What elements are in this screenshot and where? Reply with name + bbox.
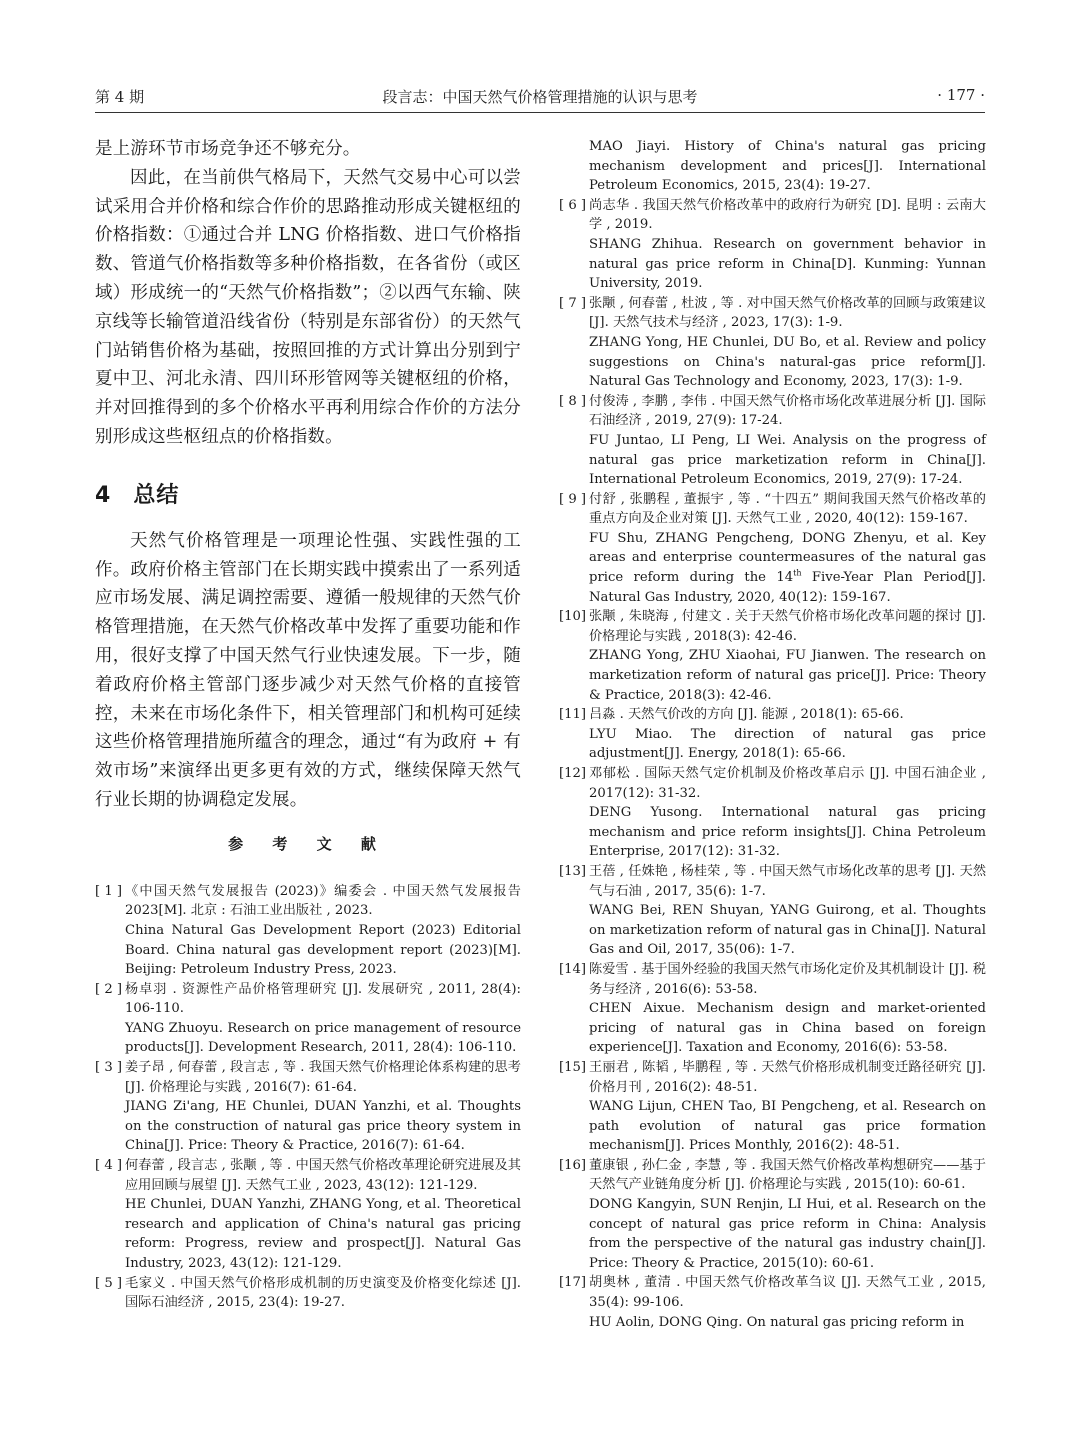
- reference-entry: [559, 1156, 986, 1274]
- reference-en-part: Five-Year Plan Period[J]. Natural Gas Industry, 2020, 40(12): 159-167.: [589, 570, 987, 605]
- reference-cn: 姜子昂 , 何春蕾 , 段言志 , 等 . 我国天然气价格理论体系构建的思考 [J]. 价格理论与实践 , 2016(7): 61-64.: [125, 1060, 521, 1095]
- reference-en: FU Juntao, LI Peng, LI Wei. Analysis on the progress of natural gas price marketization reform in China[J]. International Petroleum Economics, 2019, 27(9): 17-24.: [589, 432, 986, 488]
- section-title: 总结: [133, 482, 180, 508]
- reference-cn: 胡奥林 , 董清 . 中国天然气价格改革刍议 [J]. 天然气工业 , 2015, 35(4): 99-106.: [589, 1275, 986, 1311]
- reference-cn: 付俊涛 , 李鹏 , 李伟 . 中国天然气价格市场化改革进展分析 [J]. 国际石油经济 , 2019, 27(9): 17-24.: [589, 393, 986, 429]
- body-paragraph: 天然气价格管理是一项理论性强、实践性强的工作。政府价格主管部门在长期实践中摸索出了一系列适应市场发展、满足调控需要、遵循一般规律的天然气价格管理措施，在天然气价格改革中发挥了重要功能和作用，很好支撑了中国天然气行业快速发展。下一步，随着政府价格主管部门逐步减少对天然气价格的直接管控，未来在市场化条件下，相关管理部门和机构可延续这些价格管理措施所蕴含的理念，通过“有为政府 + 有效市场”来演绎出更多更有效的方式，继续保障天然气行业长期的协调稳定发展。: [95, 530, 521, 810]
- reference-en: HE Chunlei, DUAN Yanzhi, ZHANG Yong, et al. Theoretical research and application of China's natural gas pricing reform: Progress, review and prospect[J]. Natural Gas Industry, 2023, 43(12): 121-129.: [125, 1197, 521, 1272]
- reference-entry-continued: [559, 137, 986, 196]
- reference-number: [ 4 ]: [95, 1158, 123, 1174]
- reference-en: WANG Bei, REN Shuyan, YANG Guirong, et al. Thoughts on marketization reform of natural gas in China[J]. Natural Gas and Oil, 2017, 35(06): 1-7.: [589, 903, 986, 958]
- references-heading: 参 考 文 献: [228, 834, 388, 853]
- reference-number: [12]: [559, 766, 587, 781]
- reference-en: WANG Lijun, CHEN Tao, BI Pengcheng, et al. Research on path evolution of natural gas price formation mechanism[J]. Prices Monthly, 2016(2): 48-51.: [589, 1099, 986, 1154]
- reference-en: MAO Jiayi. History of China's natural gas pricing mechanism development and prices[J]. International Petroleum Economics, 2015, 23(4): 19-27.: [589, 139, 986, 194]
- reference-entry: [559, 862, 986, 960]
- reference-entry: [559, 196, 986, 294]
- reference-cn: 王丽君 , 陈韬 , 毕鹏程 , 等 . 天然气价格形成机制变迁路径研究 [J]. 价格月刊 , 2016(2): 48-51.: [589, 1059, 986, 1095]
- reference-entry: [559, 1273, 986, 1332]
- reference-en: [589, 529, 986, 607]
- reference-cn: 张颙 , 朱晓海 , 付建文 . 关于天然气价格市场化改革问题的探讨 [J]. 价格理论与实践 , 2018(3): 42-46.: [589, 609, 986, 644]
- reference-entry: [559, 490, 986, 608]
- right-column: [559, 137, 986, 1332]
- reference-cn: 吕淼 . 天然气价改的方向 [J]. 能源 , 2018(1): 65-66.: [589, 707, 904, 723]
- reference-cn: 张颙 , 何春蕾 , 杜波 , 等 . 对中国天然气价格改革的回顾与政策建议 [J]. 天然气技术与经济 , 2023, 17(3): 1-9.: [589, 295, 986, 331]
- reference-number: [ 9 ]: [559, 491, 587, 507]
- reference-entry: [559, 705, 986, 764]
- reference-entry: [559, 294, 986, 392]
- reference-entry: [559, 1058, 986, 1156]
- reference-number: [ 5 ]: [95, 1275, 123, 1291]
- reference-entry: [95, 1058, 521, 1156]
- reference-cn: 陈爱雪 . 基于国外经验的我国天然气市场化定价及其机制设计 [J]. 税务与经济 , 2016(6): 53-58.: [589, 961, 986, 997]
- reference-number: [15]: [559, 1059, 587, 1075]
- reference-number: [ 7 ]: [559, 295, 587, 311]
- reference-number: [16]: [559, 1157, 587, 1173]
- reference-en: ZHANG Yong, ZHU Xiaohai, FU Jianwen. The research on marketization reform of natural gas price[J]. Price: Theory & Practice, 2018(3): 42-46.: [589, 648, 986, 703]
- section-number: 4: [95, 482, 112, 508]
- reference-entry: [95, 1156, 521, 1274]
- reference-number: [11]: [559, 707, 587, 723]
- reference-number: [ 8 ]: [559, 393, 587, 409]
- reference-entry: [95, 882, 521, 980]
- reference-cn: 《中国天然气发展报告 (2023)》编委会 . 中国天然气发展报告 2023[M]. 北京 : 石油工业出版社 , 2023.: [125, 883, 521, 919]
- header-rule: [95, 112, 985, 113]
- reference-entry: [559, 764, 986, 862]
- reference-cn: 邓郁松 . 国际天然气定价机制及价格改革启示 [J]. 中国石油企业 , 2017(12): 31-32.: [589, 766, 986, 801]
- reference-entry: [95, 980, 521, 1058]
- reference-en: HU Aolin, DONG Qing. On natural gas pricing reform in: [589, 1314, 965, 1330]
- reference-en: DONG Kangyin, SUN Renjin, LI Hui, et al. Research on the concept of natural gas price reform in China: Analysis from the perspective of the natural gas industry chain[J]. Price: Theory & Practice, 2015(10): 60-61.: [589, 1197, 986, 1271]
- reference-entry: [559, 392, 986, 490]
- reference-entry: [95, 1274, 521, 1313]
- reference-en: YANG Zhuoyu. Research on price management of resource products[J]. Development Research, 2011, 28(4): 106-110.: [125, 1020, 521, 1056]
- reference-cn: 何春蕾 , 段言志 , 张颙 , 等 . 中国天然气价格改革理论研究进展及其应用回顾与展望 [J]. 天然气工业 , 2023, 43(12): 121-129.: [125, 1158, 521, 1193]
- reference-en: China Natural Gas Development Report (2023) Editorial Board. China natural gas development report (2023)[M]. Beijing: Petroleum Industry Press, 2023.: [125, 922, 521, 978]
- reference-cn: 董康银 , 孙仁金 , 李慧 , 等 . 我国天然气价格改革构想研究——基于天然气产业链角度分析 [J]. 价格理论与实践 , 2015(10): 60-61.: [589, 1157, 986, 1193]
- reference-en: ZHANG Yong, HE Chunlei, DU Bo, et al. Review and policy suggestions on China's natural-gas price reform[J]. Natural Gas Technology and Economy, 2023, 17(3): 1-9.: [589, 334, 986, 390]
- running-header: [95, 82, 985, 112]
- body-paragraph: 是上游环节市场竞争还不够充分。: [95, 139, 361, 159]
- reference-list-left: [95, 882, 521, 1313]
- reference-en: DENG Yusong. International natural gas pricing mechanism and price reform insights[J]. China Petroleum Enterprise, 2017(12): 31-32.: [589, 805, 986, 860]
- reference-en: SHANG Zhihua. Research on government behavior in natural gas price reform in China[D]. Kunming: Yunnan University, 2019.: [589, 236, 986, 292]
- reference-number: [ 1 ]: [95, 883, 123, 899]
- reference-cn: 毛家义 . 中国天然气价格形成机制的历史演变及价格变化综述 [J]. 国际石油经济 , 2015, 23(4): 19-27.: [125, 1275, 521, 1311]
- reference-en: LYU Miao. The direction of natural gas price adjustment[J]. Energy, 2018(1): 65-66.: [589, 726, 986, 762]
- reference-en: CHEN Aixue. Mechanism design and market-oriented pricing of natural gas in China based on foreign experience[J]. Taxation and Economy, 2016(6): 53-58.: [589, 1001, 986, 1056]
- reference-number: [ 6 ]: [559, 197, 587, 213]
- page-number: · 177 ·: [937, 86, 985, 104]
- reference-number: [13]: [559, 863, 587, 879]
- reference-en: JIANG Zi'ang, HE Chunlei, DUAN Yanzhi, et al. Thoughts on the construction of natural gas price theory system in China[J]. Price: Theory & Practice, 2016(7): 61-64.: [125, 1099, 521, 1154]
- reference-entry: [559, 607, 986, 705]
- issue-label: 第 4 期: [95, 88, 145, 106]
- reference-entry: [559, 960, 986, 1058]
- body-paragraph: 因此，在当前供气格局下，天然气交易中心可以尝试采用合并价格和综合作价的思路推动形成关键枢纽的价格指数：①通过合并 LNG 价格指数、进口气价格指数、管道气价格指数等多种价格指数，在各省份（或区域）形成统一的“天然气价格指数”；②以西气东输、陕京线等长输管道沿线省份（特别是东部省份）的天然气门站销售价格为基础，按照回推的方式计算出分别到宁夏中卫、河北永清、四川环形管网等关键枢纽的价格，并对回推得到的多个价格水平再利用综合作价的方法分别形成这些枢纽点的价格指数。: [95, 167, 521, 447]
- reference-cn: 尚志华 . 我国天然气价格改革中的政府行为研究 [D]. 昆明 : 云南大学 , 2019.: [589, 197, 986, 233]
- reference-number: [10]: [559, 609, 587, 625]
- section-heading: [95, 478, 521, 509]
- reference-cn: 付舒 , 张鹏程 , 董振宇 , 等 . “十四五” 期间我国天然气价格改革的重点方向及企业对策 [J]. 天然气工业 , 2020, 40(12): 159-167.: [589, 491, 986, 527]
- reference-cn: 王蓓 , 任姝艳 , 杨桂荣 , 等 . 中国天然气市场化改革的思考 [J]. 天然气与石油 , 2017, 35(6): 1-7.: [589, 863, 986, 899]
- reference-number: [17]: [559, 1275, 587, 1291]
- ordinal-superscript: th: [793, 568, 802, 578]
- reference-cn: 杨卓羽 . 资源性产品价格管理研究 [J]. 发展研究 , 2011, 28(4): 106-110.: [125, 981, 521, 1017]
- reference-number: [14]: [559, 961, 587, 977]
- article-running-title: 段言志：中国天然气价格管理措施的认识与思考: [382, 88, 698, 106]
- reference-en-part: FU Shu, ZHANG Pengcheng, DONG Zhenyu, et al. Key areas and enterprise countermeasures of the natural gas price reform during the 14: [589, 530, 986, 586]
- left-column: [95, 135, 521, 1313]
- reference-number: [ 2 ]: [95, 981, 123, 997]
- reference-number: [ 3 ]: [95, 1060, 123, 1076]
